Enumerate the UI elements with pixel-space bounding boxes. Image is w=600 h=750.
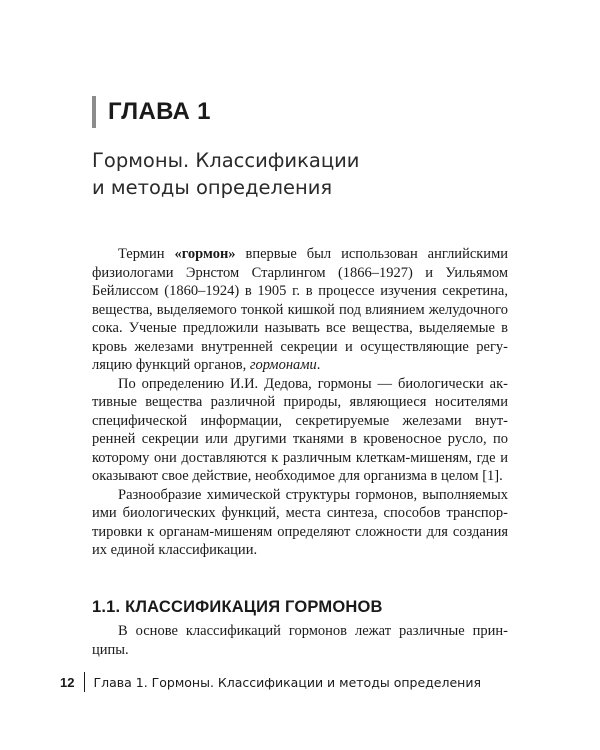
paragraph	[92, 245, 508, 375]
chapter-subtitle-line: Гормоны. Классификации	[92, 149, 360, 172]
text-run: В основе классификаций гормонов лежат различные принципы.	[92, 623, 508, 658]
chapter-intro-text	[92, 245, 508, 560]
section-heading: 1.1. КЛАССИФИКАЦИЯ ГОРМОНОВ	[92, 598, 383, 616]
text-run: Разнообразие химической структуры гормонов, выполняемых ими биологических функций, места синтеза, способов транспортировки к органам-мишеням определяют сложности для создания их единой классификации.	[92, 486, 508, 558]
footer-divider	[84, 672, 85, 692]
page-footer	[60, 672, 481, 692]
chapter-subtitle-line: и методы определения	[92, 176, 333, 199]
page-number: 12	[60, 674, 75, 690]
chapter-accent-bar	[92, 96, 96, 128]
italic-term: гормонами	[249, 357, 317, 373]
chapter-title: ГЛАВА 1	[108, 98, 211, 125]
paragraph	[92, 375, 508, 486]
section-text	[92, 622, 508, 659]
text-run: Термин	[118, 246, 175, 262]
chapter-subtitle	[92, 147, 512, 201]
text-run: По определению И.И. Дедова, гормоны — биологически активные вещества различной природы, являющиеся носителями специфической информации, секретируемые железами внутренней секреции или другими тканями в кровеносное русло, по которому они доставляются к различным клеткам-мишеням, где и оказывают свое действие, необходимое для организма в целом [1].	[92, 375, 508, 484]
chapter-heading	[92, 95, 211, 129]
bold-term: «гормон»	[174, 246, 236, 262]
paragraph	[92, 486, 508, 560]
text-run: впервые был использован английскими физиологами Эрнстом Старлингом (1866–1927) и Уильямом Бейлиссом (1860–1924) в 1905 г. в процессе изучения секретина, вещества, выделяемого тонкой кишкой под влиянием желудочного сока. Ученые предложили называть все вещества, выделяемые в кровь железами внутренней секреции и осуществляющие регуляцию функций органов,	[92, 246, 509, 373]
paragraph	[92, 622, 508, 659]
running-head: Глава 1. Гормоны. Классификации и методы определения	[93, 674, 481, 690]
text-run: .	[316, 357, 321, 373]
